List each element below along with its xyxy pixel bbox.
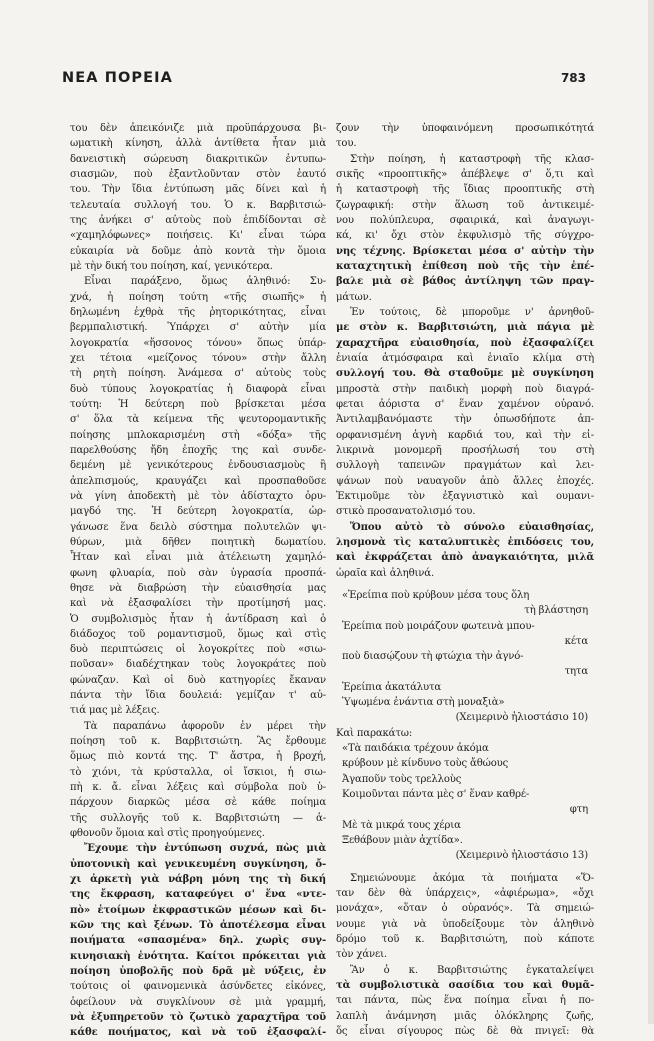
body-text-line: ποιήματα «σπασμένα» δηλ. χωρὶς συγ- bbox=[70, 935, 326, 947]
right-column bbox=[336, 121, 594, 1039]
body-text-line: λησμονὰ τὶς καταλυπτικὲς ἐπιδόσεις του, bbox=[336, 536, 594, 548]
poem-source: (Χειμερινὸ ἡλιοστάσιο 10) bbox=[455, 712, 588, 724]
body-text-line: της ἀνήκει σ' αὐτοὺς ποὺ ἐπιδίδονται σὲ bbox=[70, 214, 326, 226]
body-text-line: μπροστὰ στὴν παιδικὴ μορφὴ ποὺ διαγρά- bbox=[336, 383, 594, 395]
body-text-line: θησε νὰ διαβρώση τὴν εὐαισθησία μας bbox=[70, 582, 326, 594]
stanza-gap bbox=[336, 864, 594, 871]
body-text-line: νουμε γιὰ νὰ ὑποδείξουμε τὸν ἀληθινὸ bbox=[336, 918, 594, 930]
body-text-line: τούτοις οἱ φαινομενικὰ ἀσύνδετες εἰκόνες, bbox=[70, 981, 326, 993]
body-text-line: Ἀντιλαμβανόμαστε τὴν ὁπωσδήποτε ἀπ- bbox=[336, 414, 594, 426]
scan-edge bbox=[648, 0, 654, 1024]
running-header bbox=[62, 70, 590, 90]
poem-source: (Χειμερινὸ ἡλιοστάσιο 13) bbox=[455, 850, 588, 862]
body-text-line: Τὰ παραπάνω ἀφοροῦν ἐν μέρει τὴν bbox=[84, 720, 326, 732]
body-text-line: τελευταία συλλογή του. Ὁ κ. Βαρβιτσιώ- bbox=[70, 199, 326, 211]
body-text-line: του δὲν ἀπεικόνιζε μιὰ προϋπάρχουσα βι- bbox=[70, 123, 326, 134]
body-text-line: ὑποτονικὴ καὶ γενικευμένη συγκίνηση, ὄ- bbox=[70, 858, 326, 870]
poem-line: Μὲ τὰ μικρά τους χέρια bbox=[342, 819, 461, 831]
body-text-line: χι ἀρκετὴ γιὰ νάβρη μόνη της τὴ δική bbox=[70, 874, 326, 886]
body-text-line: Σημειώνουμε ἀκόμα τὰ ποιήματα «Ὅ- bbox=[350, 872, 594, 884]
body-text-line: νὰ ἐξυπηρετοῦν τὸ ζωτικὸ χαραχτῆρα τοῦ bbox=[70, 1012, 326, 1024]
stanza-gap bbox=[336, 581, 594, 588]
body-text-line: της ἔκφραση, καταφεύγει σ' ἕνα «ντε- bbox=[70, 889, 326, 901]
body-text-line: στικὸ προσανατολισμό του. bbox=[336, 506, 476, 518]
body-text-line: ποίηση ὑποβολῆς ποὺ δρᾶ μὲ νύξεις, ἐν bbox=[70, 966, 326, 978]
body-text-line: κινησιακὴ ἑνότητα. Καίτοι πρόκειται γιὰ bbox=[70, 950, 326, 962]
poem-line: «Ἐρείπια ποὺ κρύβουν μέσα τους ὅλη bbox=[342, 589, 530, 601]
body-text-line: πάρχουν διαρκῶς μέσα σὲ κάθε ποίημα bbox=[70, 797, 326, 809]
poem-line: Κοιμοῦνται πάντα μὲς σ' ἕναν καθρέ- bbox=[342, 789, 530, 801]
body-text-line: ὡραῖα καὶ ἀληθινά. bbox=[336, 567, 435, 579]
body-text-line: Ἐν τούτοις, δὲ μποροῦμε ν' ἀρνηθοῦ- bbox=[350, 306, 594, 318]
body-text-line: μάτων. bbox=[336, 291, 372, 303]
body-text-line: θύρων, μιὰ δῆθεν ποιητικὴ δωματίου. bbox=[70, 536, 326, 548]
body-text-line: καταχτητικὴ ἐπίθεση ποὺ τῆς τὴν ἐπέ- bbox=[336, 260, 594, 272]
poem-line: τὴ βλάστηση bbox=[524, 605, 588, 617]
poem-line: Ἐρείπια ποὺ μοιράζουν φωτεινὰ μπου- bbox=[342, 620, 535, 632]
page-number: 783 bbox=[560, 71, 586, 85]
body-text-line: πὴ κ. ἄ. εἶναι λέξεις καὶ σύμβολα ποὺ ὑ- bbox=[70, 782, 326, 794]
poem-line: «Τὰ παιδάκια τρέχουν ἀκόμα bbox=[342, 743, 489, 755]
body-text-line: σ' ὅλα τὰ κείμενα τῆς ψευτορομαντικῆς bbox=[70, 414, 326, 426]
left-column bbox=[70, 121, 326, 1041]
body-text-line: ωματικὴ κίνηση, ἀλλὰ ἀντίθετα ἦταν μιὰ bbox=[70, 138, 326, 150]
body-text-line: μονάχα», «ὅταν ὁ οὐρανός». Τὰ σημειώ- bbox=[336, 903, 594, 915]
body-text-line: δεμένη μὲ γενικότερους ἐνδουσιασμοὺς ἢ bbox=[70, 460, 326, 472]
body-text-line: γάνωσε ἕνα δειλὸ σύστημα πολυτελῶν ψι- bbox=[70, 521, 326, 533]
body-text-line: τῆς συλλογῆς τοῦ κ. Βαρβιτσιώτη — ἀ- bbox=[70, 812, 326, 824]
poem-line: φτη bbox=[569, 804, 588, 816]
body-text-line: ἑνιαία ἀτμόσφαιρα καὶ ἑνιαῖο κλίμα στὴ bbox=[336, 352, 594, 364]
body-text-line: καὶ ἐκφράζεται ἀπὸ ἀναγκαιότητα, μιλᾶ bbox=[336, 552, 594, 564]
poem-line: ποὺ διασῴζουν τὴ φτώχια τὴν ἀγνό- bbox=[342, 651, 524, 663]
body-text-line: φεται ἀόριστα σ' ἕναν χαμένον οὐρανό. bbox=[336, 398, 594, 410]
body-text-line: εὐκαιρία νὰ δοῦμε ἀπὸ κοντὰ τὴν ὅμοια bbox=[70, 245, 326, 257]
body-text-line: ποίησης μπλοκαρισμένη στὴ «δόξα» τῆς bbox=[70, 429, 326, 441]
body-text-line: ἡ καταστροφὴ τῆς ἴδιας προοπτικῆς στὴ bbox=[336, 184, 594, 196]
body-text-line: δηλωμένη ἐχθρὰ τῆς ῥητορικότητας, εἶναι bbox=[70, 306, 326, 318]
body-text-line: συλλογὴ ταπεινῶν πραγμάτων καὶ λει- bbox=[336, 460, 594, 472]
body-text-line: ται πάντα, πὼς ἕνα ποίημα εἶναι ἡ πο- bbox=[336, 995, 594, 1007]
body-text-line: ὅς εἶναι σίγουρος πὼς δὲ θὰ πνιγεῖ: θὰ bbox=[336, 1026, 594, 1038]
connector-text: Καὶ παρακάτω: bbox=[336, 727, 413, 739]
body-text-line: νὰ γίνη ἀποδεκτὴ μὲ τὸν ἀδίσταχτο ὀρυ- bbox=[70, 490, 326, 502]
body-text-line: Ἐκτιμοῦμε τὸν ἐξαγνιστικὸ καὶ ουμανι- bbox=[336, 490, 594, 502]
body-text-line: λικρινὰ μονομερῆ προσήλωσή του στὴ bbox=[336, 444, 594, 456]
body-text-line: τὰ συμβολιστικὰ σασίδια του καὶ θυμᾶ- bbox=[336, 980, 594, 992]
body-text-line: ταν δὲν θὰ ὑπάρχεις», «ἀφιέρωμα», «ὄχι bbox=[336, 888, 594, 900]
body-text-line: φθονοῦν ὅμοια καὶ στὶς προηγούμενες. bbox=[70, 828, 265, 840]
body-text-line: ποῦσαν» διαδέχτηκαν τοὺς λογοκράτες ποὺ bbox=[70, 659, 326, 671]
body-text-line: σιασμῶν, ποὺ ἐξαντλοῦνταν στὸν ἑαυτό bbox=[70, 168, 326, 180]
body-text-line: σικῆς «προοπτικῆς» ἀπέβλεψε σ' ὅ,τι καὶ bbox=[336, 168, 594, 180]
body-text-line: κάθε ποιήματος, καὶ νὰ τοῦ ἐξασφαλί- bbox=[70, 1027, 326, 1039]
body-text-line: συλλογή του. Θὰ σταθοῦμε μὲ συγκίνηση bbox=[336, 368, 594, 380]
body-text-line: με στὸν κ. Βαρβιτσιώτη, μιὰ πάγια μὲ bbox=[336, 322, 594, 334]
body-text-line: βαλε μιὰ σὲ βάθος ἀντίληψη τῶν πραγ- bbox=[336, 276, 594, 288]
body-text-line: τὸ χιόνι, τὰ κρύσταλλα, οἱ ἴσκιοι, ἡ σιω- bbox=[70, 766, 326, 778]
body-text-line: του. Τὴν ἴδια ἐντύπωση μᾶς δίνει καὶ ἡ bbox=[70, 184, 326, 196]
body-text-line: δυὸ τύπους λογοκρατίας ἡ διαφορὰ εἶναι bbox=[70, 383, 326, 395]
body-text-line: «χαμηλόφωνες» ποιήσεις. Κι' εἶναι τώρα bbox=[70, 230, 326, 242]
body-text-line: ὀφείλουν νὰ συγκλίνουν σὲ μιὰ γραμμή, bbox=[70, 996, 326, 1008]
body-text-line: Εἶναι παράξενο, ὅμως ἀληθινό: Συ- bbox=[84, 276, 326, 288]
body-text-line: δανειστικὴ σώρευση διακριτικῶν ἐντυπω- bbox=[70, 153, 326, 165]
body-text-line: λογοκρατία «ἥσσονος τόνου» ὅπως ὑπάρ- bbox=[70, 337, 326, 349]
body-text-line: τὴ ρητὴ ποίηση. Ἀνάμεσα σ' αὐτοὺς τοὺς bbox=[70, 368, 326, 380]
body-text-line: πὸ» ἑτοίμων ἐκφραστικῶν μέσων καὶ δι- bbox=[70, 904, 326, 916]
body-text-line: Ἂν ὁ κ. Βαρβιτσιώτης ἐγκαταλείψει bbox=[350, 964, 594, 976]
body-text-line: του. bbox=[336, 138, 357, 150]
poem-line: τητα bbox=[564, 666, 588, 678]
body-text-line: ποίηση τοῦ κ. Βαρβιτσιώτη. Ἂς ἔρθουμε bbox=[70, 736, 326, 748]
body-text-line: κά, κι' ὄχι στὸν ἐκφυλισμὸ τῆς σύγχρο- bbox=[336, 230, 594, 242]
body-text-line: παρελθούσης ἤδη ἐποχῆς της καὶ συνδε- bbox=[70, 444, 326, 456]
body-text-line: Στὴν ποίηση, ἡ καταστροφὴ τῆς κλασ- bbox=[350, 153, 594, 165]
body-text-line: χνά, ἡ ποίηση τούτη «τῆς σιωπῆς» ἡ bbox=[70, 291, 326, 303]
poem-line: κρύβουν μὲ κίνδυνο τοὺς ἄθώους bbox=[342, 758, 509, 770]
poem-line: Ξεθάβουν μιὰν ἀχτίδα». bbox=[342, 835, 463, 847]
body-text-line: τὸν χάνει. bbox=[336, 949, 387, 961]
poem-line: Ἀγαποῦν τοὺς τρελλοὺς bbox=[342, 773, 462, 785]
poem-line: Ἐρείπια ἀκατάλυτα bbox=[342, 681, 442, 693]
body-text-line: διάδοχος τοῦ ρομαντισμοῦ, ὅμως καὶ στὶς bbox=[70, 628, 326, 640]
body-text-line: κῶν της καὶ ξένων. Τὸ ἀποτέλεσμα εἶναι bbox=[70, 920, 326, 932]
body-text-line: χει τέτοια «μείζονος τόνου» στὴν ἄλλη bbox=[70, 352, 326, 364]
body-text-line: τούτη: Ἡ δεύτερη ποὺ βρίσκεται μέσα bbox=[70, 398, 326, 410]
body-text-line: μὲ τὴν δική του ποίηση, καί, γενικότερα. bbox=[70, 260, 273, 272]
body-text-line: τιά μας μὲ λέξεις. bbox=[70, 705, 160, 717]
body-text-line: Ὅπου αὐτὸ τὸ σύνολο εὐαισθησίας, bbox=[350, 521, 594, 533]
running-title: ΝΕΑ ΠΟΡΕΙΑ bbox=[62, 70, 173, 86]
body-text-line: ἀπελπισμούς, κραυγάζει καὶ προσπαθοῦσε bbox=[70, 475, 326, 487]
body-text-line: βερμπαλιστική. Ὑπάρχει σ' αὐτὴν μία bbox=[70, 322, 326, 334]
body-text-line: λαπλὴ ἀνάμνηση μιᾶς ὁλόκληρης ζωῆς, bbox=[336, 1010, 594, 1022]
body-text-line: ορφανισμένη ἁγνὴ καρδιά του, καὶ τὴν εἰ- bbox=[336, 429, 594, 441]
body-text-line: ζωγραφική: στὴν ἅλωση τοῦ ἀντικειμέ- bbox=[336, 199, 594, 211]
body-text-line: καὶ νὰ ἐξασφαλίσει τὴν προτίμησή μας. bbox=[70, 598, 326, 610]
poem-line: κέτα bbox=[564, 635, 588, 647]
body-text-line: Ὁ συμβολισμὸς ἦταν ἡ ἀντίδραση καὶ ὁ bbox=[70, 613, 326, 625]
body-text-line: ζουν τὴν ὑποφαινόμενη προσωπικότητά bbox=[336, 123, 594, 134]
body-text-line: ὅμως πιὸ κοντά της. Τ' ἄστρα, ἡ βροχή, bbox=[70, 751, 326, 763]
body-text-line: Ἔχουμε τὴν ἐντύπωση συχνά, πὼς μιὰ bbox=[84, 843, 326, 855]
poem-line: Ὑψωμένα ἐνάντια στὴ μοναξιὰ» bbox=[342, 697, 505, 709]
body-text-line: ψάνων ποὺ ναυαγοῦν ἀπὸ ἄλλες ἐποχές. bbox=[336, 475, 594, 487]
body-text-line: νης τέχνης. Βρίσκεται μέσα σ' αὐτὴν τὴν bbox=[336, 245, 594, 257]
body-text-line: φώναζαν. Καὶ οἱ δυὸ κατηγορίες ἔκαναν bbox=[70, 674, 326, 686]
body-text-line: χαραχτῆρα εὐαισθησία, ποὺ ἐξασφαλίζει bbox=[336, 337, 594, 349]
body-text-line: Ἦταν καὶ εἶναι μιὰ ἀτέλειωτη χαμηλό- bbox=[70, 552, 326, 564]
body-text-line: δρόμο τοῦ κ. Βαρβιτσιώτη, ποὺ κάποτε bbox=[336, 934, 594, 946]
body-text-line: φωνη φλυαρία, ποὺ σὰν ὑγρασία προσπά- bbox=[70, 567, 326, 579]
body-text-line: πάντα τὴν ἴδια δουλειά: γεμίζαν τ' αὐ- bbox=[70, 690, 326, 702]
body-text-line: νου πολύπλευρα, σφαιρικά, καὶ ἀναγωγι- bbox=[336, 214, 594, 226]
body-text-line: δυὸ περιπτώσεις οἱ λογοκρίτες ποὺ «σιω- bbox=[70, 644, 326, 656]
body-text-line: μαγδό της. Ἡ δεύτερη λογοκρατία, ὠρ- bbox=[70, 506, 326, 518]
